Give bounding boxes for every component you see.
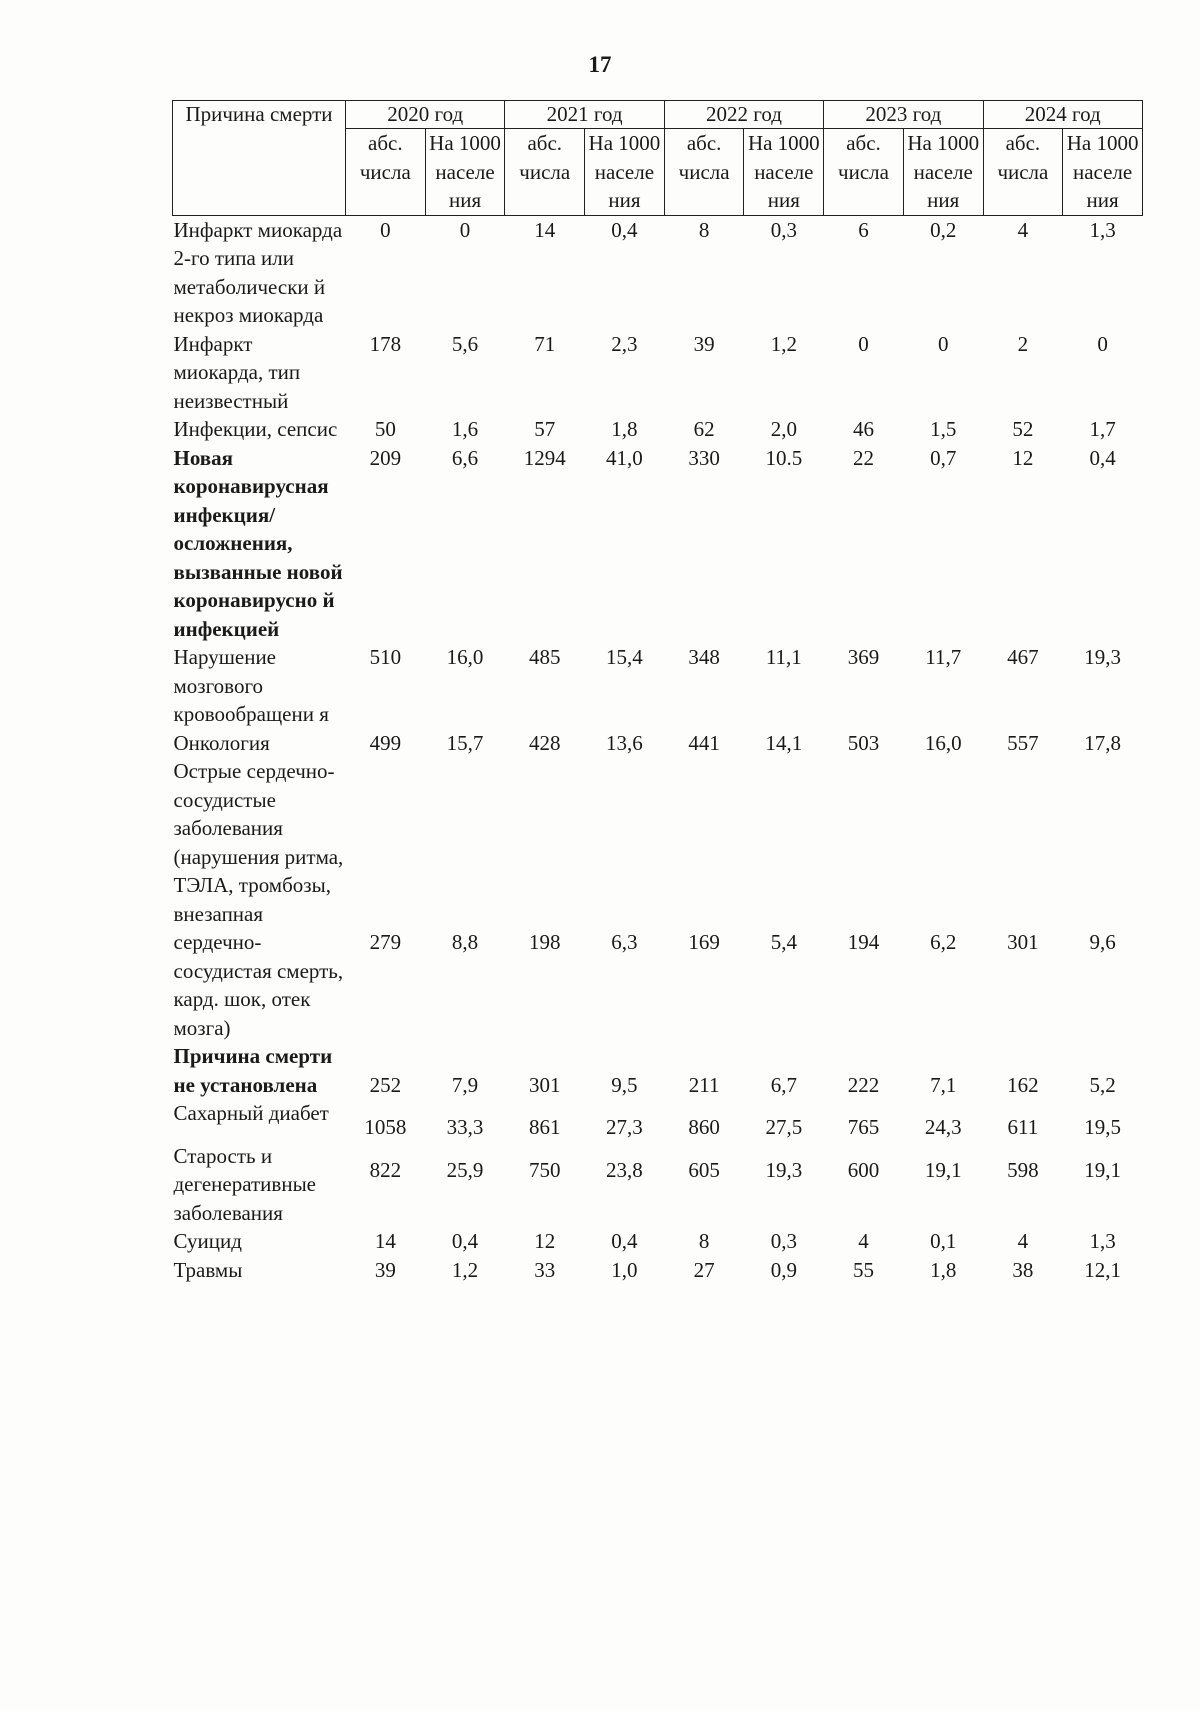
abs-value-cell: 750	[528, 1157, 561, 1182]
rate-value-cell: 7,9	[451, 1072, 479, 1097]
rate-value-cell: 27,3	[606, 1115, 643, 1139]
abs-value-cell: 279	[369, 930, 402, 954]
cause-cell: Инфаркт миокарда 2-го типа или метаболически й некроз миокарда	[173, 217, 343, 327]
abs-value-cell: 198	[528, 930, 561, 954]
abs-value-cell: 4	[1017, 217, 1029, 242]
abs-value-cell: 55	[853, 1257, 875, 1282]
abs-value-cell: 14	[534, 217, 556, 242]
abs-value-cell: 4	[858, 1229, 869, 1253]
cause-cell: Онкология	[173, 730, 270, 755]
rate-value-cell: 1,6	[451, 417, 479, 441]
rate-value-cell: 14,1	[765, 730, 803, 755]
table-row	[173, 757, 1143, 1042]
rate-value-cell: 1,0	[611, 1257, 638, 1282]
cause-cell: Нарушение мозгового кровообращени я	[173, 645, 329, 726]
rate-value-cell: 8,8	[451, 930, 479, 954]
table-row	[173, 415, 1143, 444]
rate-value-cell: 33,3	[446, 1115, 484, 1139]
rate-value-cell: 1,8	[611, 417, 638, 441]
abs-value-cell: 598	[1007, 1157, 1039, 1182]
cause-cell: Старость и дегенеративные заболевания	[173, 1143, 316, 1225]
table-row	[173, 1227, 1143, 1256]
rate-value-cell: 1,2	[451, 1257, 479, 1282]
header-rate: На 1000 населе ния	[903, 129, 983, 216]
table-row	[173, 729, 1143, 758]
abs-value-cell: 39	[374, 1257, 396, 1282]
rate-value-cell: 19,1	[924, 1157, 962, 1182]
cause-cell: Инфекции, сепсис	[173, 417, 338, 441]
page-number: 17	[588, 52, 612, 77]
abs-value-cell: 1058	[364, 1115, 407, 1139]
abs-value-cell: 38	[1012, 1257, 1034, 1282]
rate-value-cell: 2,0	[770, 417, 797, 441]
abs-value-cell: 6	[858, 217, 869, 242]
rate-value-cell: 6,6	[451, 445, 479, 470]
abs-value-cell: 33	[534, 1257, 556, 1282]
header-abs: абс. числа	[346, 129, 426, 216]
abs-value-cell: 503	[847, 730, 880, 755]
table-row	[173, 330, 1143, 416]
rate-value-cell: 25,9	[446, 1157, 484, 1182]
header-abs: абс. числа	[983, 129, 1063, 216]
rate-value-cell: 0,7	[930, 445, 957, 470]
abs-value-cell: 467	[1007, 645, 1039, 669]
abs-value-cell: 428	[528, 730, 561, 755]
abs-value-cell: 252	[369, 1072, 402, 1097]
rate-value-cell: 0	[459, 217, 471, 242]
abs-value-cell: 861	[528, 1115, 561, 1139]
rate-value-cell: 41,0	[606, 445, 643, 470]
rate-value-cell: 17,8	[1084, 730, 1121, 755]
abs-value-cell: 22	[853, 445, 875, 470]
abs-value-cell: 2	[1017, 331, 1029, 356]
cause-cell: Сахарный диабет	[173, 1101, 329, 1125]
header-year: 2020 год	[346, 101, 505, 129]
cause-cell: Инфаркт миокарда, тип неизвестный	[173, 331, 301, 413]
abs-value-cell: 348	[688, 645, 720, 669]
cause-cell: Новая коронавирусная инфекция/ осложнения, вызванные новой коронавирусно й инфекцией	[173, 445, 343, 641]
rate-value-cell: 13,6	[606, 730, 643, 755]
table-body	[173, 215, 1143, 1284]
header-year: 2021 год	[505, 101, 664, 129]
abs-value-cell: 8	[698, 1229, 710, 1253]
rate-value-cell: 0	[1097, 331, 1108, 356]
rate-value-cell: 9,5	[611, 1072, 638, 1097]
cause-cell: Острые сердечно-сосудистые заболевания (нарушения ритма, ТЭЛА, тромбозы, внезапная сердечно-сосудистая смерть, кард. шок, отек мозга)	[173, 759, 344, 1040]
header-rate: На 1000 населе ния	[425, 129, 505, 216]
header-abs: абс. числа	[824, 129, 904, 216]
abs-value-cell: 765	[847, 1115, 880, 1139]
rate-value-cell: 6,2	[930, 930, 957, 954]
rate-value-cell: 0,4	[1089, 445, 1116, 470]
abs-value-cell: 510	[369, 645, 402, 669]
rate-value-cell: 1,3	[1089, 1229, 1116, 1253]
abs-value-cell: 4	[1017, 1229, 1029, 1253]
rate-value-cell: 23,8	[606, 1157, 643, 1182]
rate-value-cell: 0,1	[930, 1229, 957, 1253]
header-rate: На 1000 населе ния	[585, 129, 665, 216]
rate-value-cell: 0,2	[930, 217, 957, 242]
rate-value-cell: 6,7	[770, 1072, 797, 1097]
rate-value-cell: 12,1	[1084, 1257, 1121, 1282]
rate-value-cell: 2,3	[611, 331, 638, 356]
table-row	[173, 1042, 1143, 1099]
rate-value-cell: 5,6	[451, 331, 479, 356]
abs-value-cell: 822	[369, 1157, 402, 1182]
header-rate: На 1000 населе ния	[744, 129, 824, 216]
abs-value-cell: 46	[853, 417, 875, 441]
abs-value-cell: 0	[380, 217, 391, 242]
header-year: 2022 год	[664, 101, 823, 129]
abs-value-cell: 600	[847, 1157, 880, 1182]
mortality-table	[172, 100, 1143, 1284]
abs-value-cell: 211	[688, 1072, 720, 1097]
rate-value-cell: 7,1	[930, 1072, 957, 1097]
rate-value-cell: 24,3	[924, 1115, 962, 1139]
rate-value-cell: 0,4	[611, 1229, 638, 1253]
rate-value-cell: 19,3	[1084, 645, 1121, 669]
rate-value-cell: 19,1	[1084, 1157, 1121, 1182]
abs-value-cell: 57	[534, 417, 556, 441]
abs-value-cell: 52	[1012, 417, 1034, 441]
header-rate: На 1000 населе ния	[1063, 129, 1143, 216]
header-year: 2024 год	[983, 101, 1142, 129]
abs-value-cell: 178	[369, 331, 402, 356]
cause-cell: Травмы	[173, 1257, 243, 1282]
header-abs: абс. числа	[664, 129, 744, 216]
table-row	[173, 1256, 1143, 1285]
abs-value-cell: 611	[1007, 1115, 1039, 1139]
table-row	[173, 444, 1143, 644]
mortality-table-container	[172, 100, 1142, 1284]
rate-value-cell: 11,7	[925, 645, 962, 669]
abs-value-cell: 441	[688, 730, 720, 755]
abs-value-cell: 14	[374, 1229, 396, 1253]
abs-value-cell: 50	[374, 417, 396, 441]
rate-value-cell: 0,3	[770, 217, 797, 242]
rate-value-cell: 19,3	[765, 1157, 803, 1182]
rate-value-cell: 5,4	[770, 930, 797, 954]
abs-value-cell: 162	[1007, 1072, 1039, 1097]
rate-value-cell: 11,1	[765, 645, 802, 669]
rate-value-cell: 0	[937, 331, 949, 356]
table-row	[173, 1099, 1143, 1142]
rate-value-cell: 9,6	[1089, 930, 1116, 954]
abs-value-cell: 169	[688, 930, 720, 954]
rate-value-cell: 0,9	[770, 1257, 797, 1282]
rate-value-cell: 27,5	[765, 1115, 803, 1139]
abs-value-cell: 860	[688, 1115, 720, 1139]
abs-value-cell: 27	[693, 1257, 715, 1282]
rate-value-cell: 6,3	[611, 930, 638, 954]
abs-value-cell: 8	[698, 217, 710, 242]
cause-cell: Суицид	[173, 1229, 242, 1253]
rate-value-cell: 1,5	[930, 417, 957, 441]
table-row	[173, 643, 1143, 729]
abs-value-cell: 62	[693, 417, 715, 441]
abs-value-cell: 499	[369, 730, 402, 755]
abs-value-cell: 605	[688, 1157, 720, 1182]
abs-value-cell: 71	[534, 331, 556, 356]
abs-value-cell: 39	[693, 331, 715, 356]
abs-value-cell: 557	[1007, 730, 1039, 755]
rate-value-cell: 10.5	[765, 445, 803, 470]
rate-value-cell: 0,4	[611, 217, 638, 242]
header-abs: абс. числа	[505, 129, 585, 216]
abs-value-cell: 222	[847, 1072, 880, 1097]
rate-value-cell: 1,2	[770, 331, 797, 356]
abs-value-cell: 369	[847, 645, 880, 669]
rate-value-cell: 1,8	[930, 1257, 957, 1282]
abs-value-cell: 485	[528, 645, 561, 669]
rate-value-cell: 0,3	[770, 1229, 797, 1253]
rate-value-cell: 1,3	[1089, 217, 1116, 242]
header-cause: Причина смерти	[173, 101, 346, 216]
abs-value-cell: 301	[528, 1072, 561, 1097]
rate-value-cell: 19,5	[1084, 1115, 1121, 1139]
cause-cell: Причина смерти не установлена	[173, 1044, 333, 1097]
rate-value-cell: 15,4	[606, 645, 643, 669]
abs-value-cell: 194	[847, 930, 880, 954]
rate-value-cell: 1,7	[1089, 417, 1116, 441]
abs-value-cell: 209	[369, 445, 402, 470]
abs-value-cell: 301	[1007, 930, 1039, 954]
header-year: 2023 год	[824, 101, 983, 129]
table-row	[173, 1142, 1143, 1228]
abs-value-cell: 330	[688, 445, 720, 470]
rate-value-cell: 16,0	[924, 730, 962, 755]
rate-value-cell: 16,0	[446, 645, 484, 669]
table-row	[173, 215, 1143, 330]
rate-value-cell: 0,4	[451, 1229, 479, 1253]
rate-value-cell: 15,7	[446, 730, 484, 755]
abs-value-cell: 0	[858, 331, 869, 356]
abs-value-cell: 1294	[523, 445, 566, 470]
rate-value-cell: 5,2	[1089, 1072, 1116, 1097]
abs-value-cell: 12	[534, 1229, 556, 1253]
abs-value-cell: 12	[1012, 445, 1034, 470]
